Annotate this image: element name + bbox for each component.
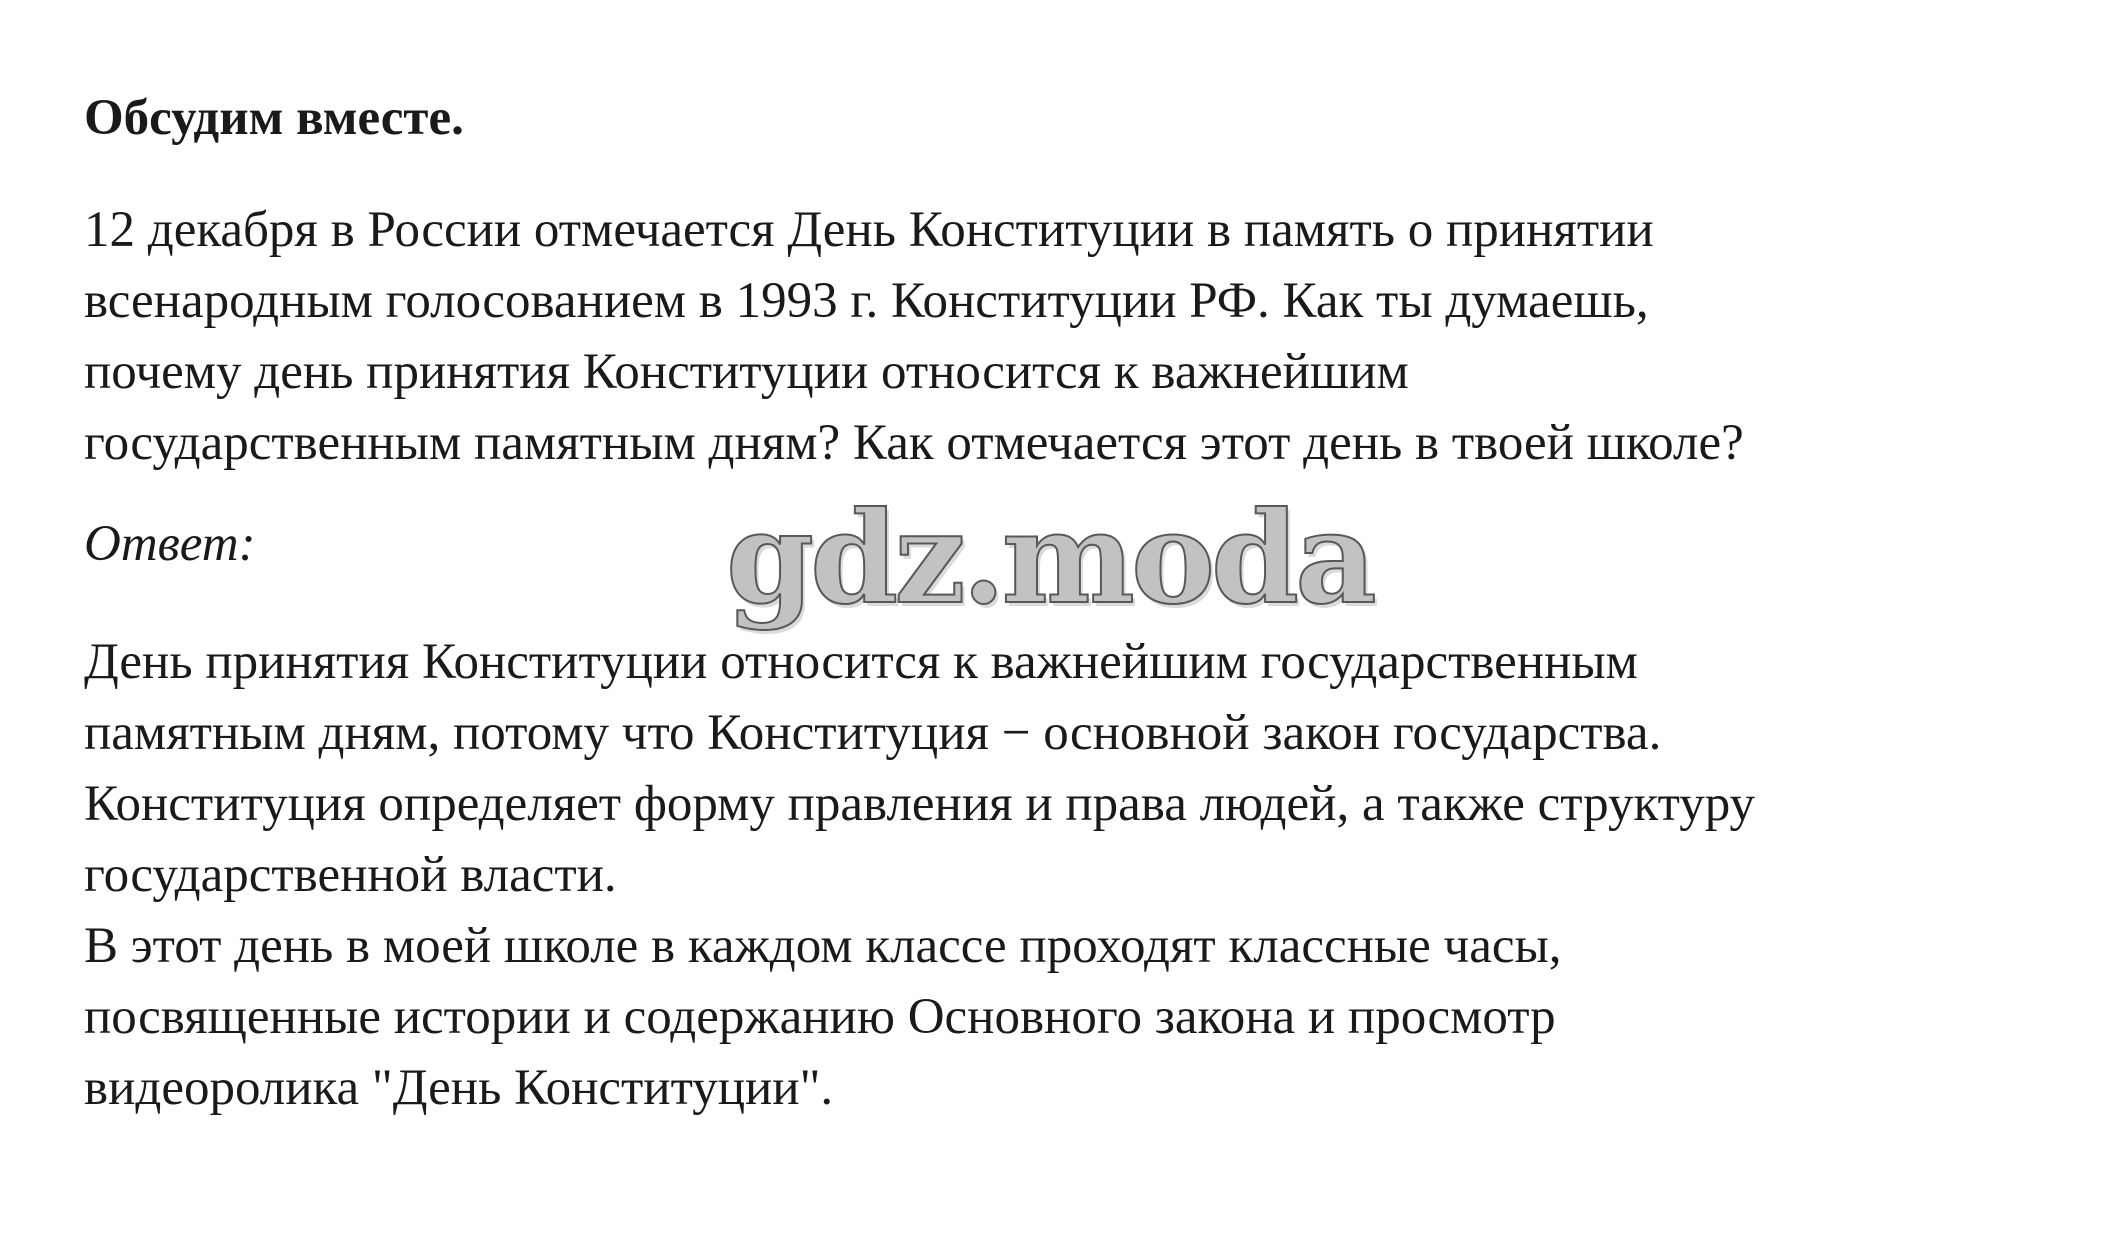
answer-line: посвященные истории и содержанию Основного закона и просмотр: [84, 989, 1556, 1045]
answer-line: День принятия Конституции относится к важнейшим государственным: [84, 634, 1638, 690]
section-heading: Обсудим вместе.: [84, 90, 464, 146]
answer-line: В этот день в моей школе в каждом классе проходят классные часы,: [84, 918, 1562, 974]
answer-line: памятным дням, потому что Конституция − основной закон государства.: [84, 705, 1662, 761]
question-paragraph: [84, 195, 1744, 479]
question-line: всенародным голосованием в 1993 г. Конституции РФ. Как ты думаешь,: [84, 273, 1649, 329]
answer-label: Ответ:: [84, 516, 256, 572]
question-line: почему день принятия Конституции относится к важнейшим: [84, 344, 1409, 400]
question-line: государственным памятным дням? Как отмечается этот день в твоей школе?: [84, 415, 1744, 471]
answer-line: государственной власти.: [84, 847, 617, 903]
question-line: 12 декабря в России отмечается День Конституции в память о принятии: [84, 202, 1654, 258]
answer-line: видеоролика "День Конституции".: [84, 1060, 834, 1116]
answer-line: Конституция определяет форму правления и права людей, а также структуру: [84, 776, 1756, 832]
watermark-logo: gdz.moda: [726, 484, 1373, 632]
answer-paragraph: [84, 627, 1755, 1124]
